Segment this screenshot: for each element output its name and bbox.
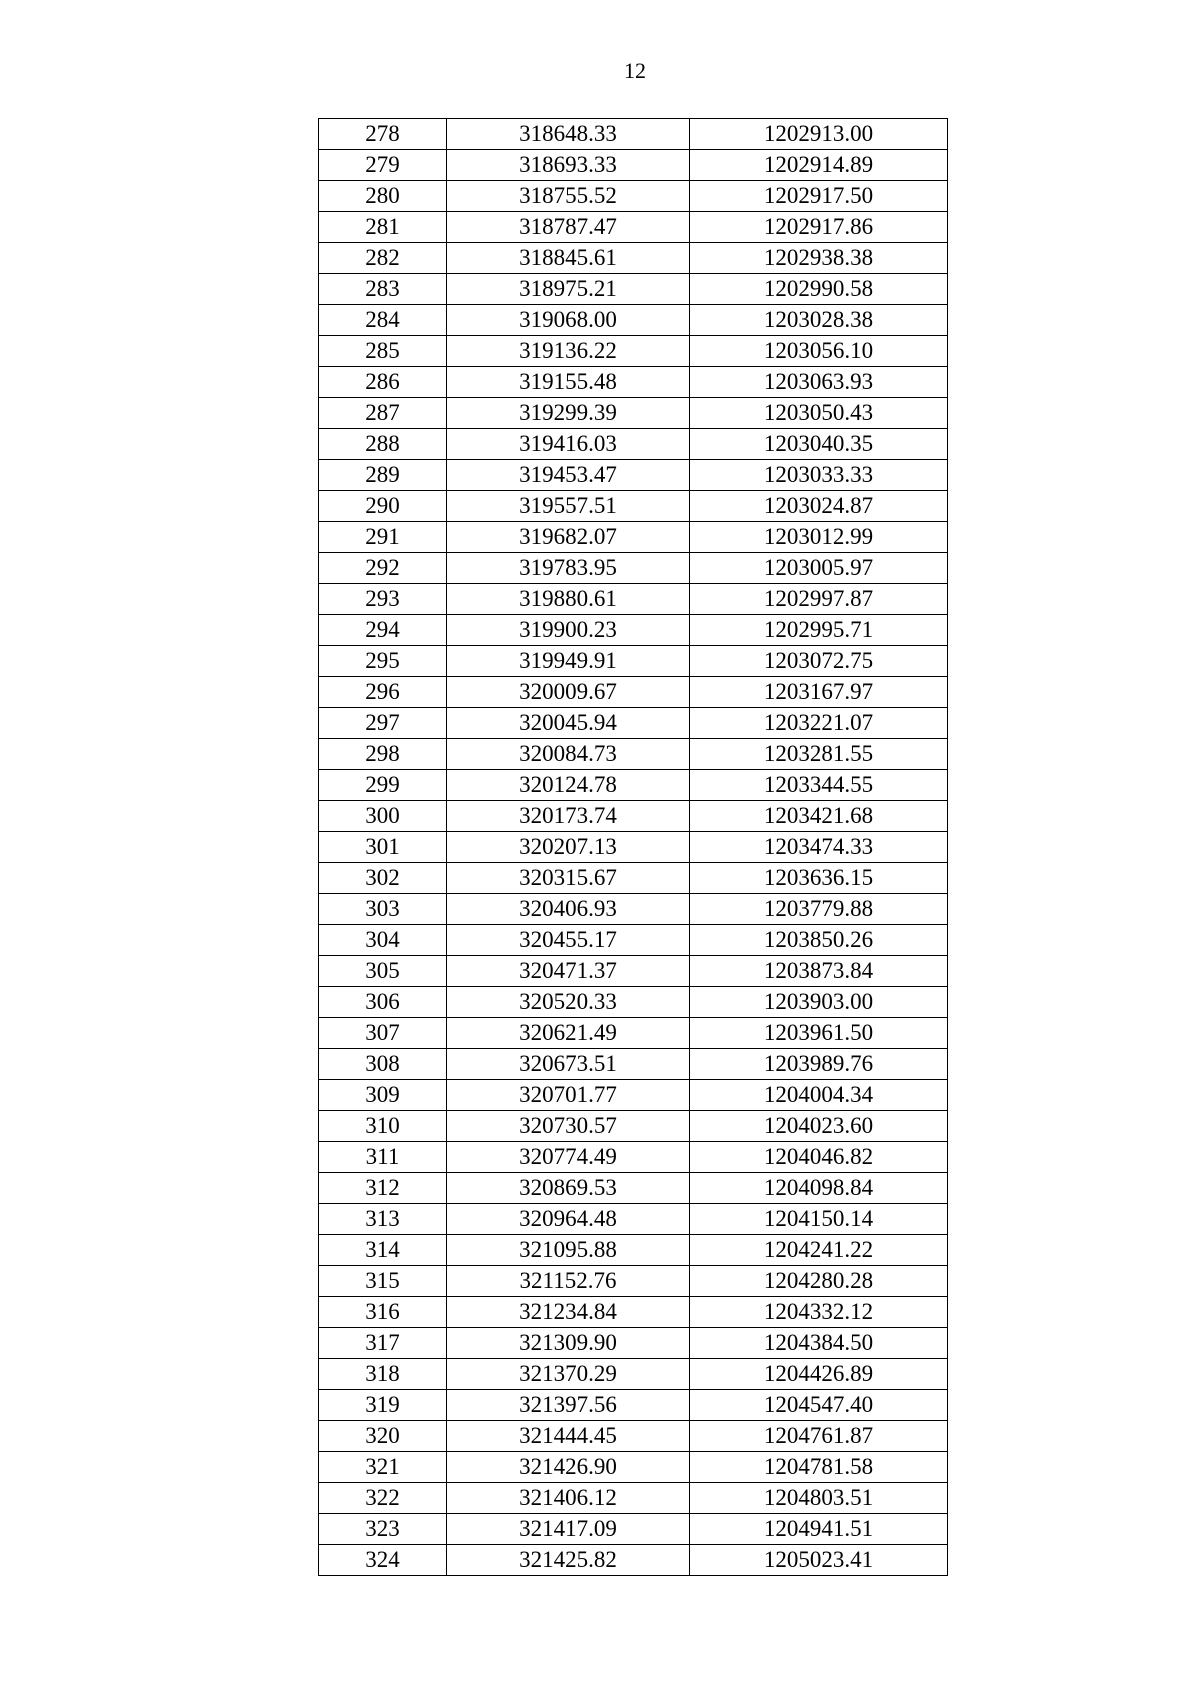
table-row [319,150,948,181]
x-coordinate-cell: 318845.61 [447,243,690,274]
table-row [319,429,948,460]
point-number-cell: 316 [319,1297,447,1328]
table-row [319,863,948,894]
point-number-cell: 321 [319,1452,447,1483]
x-coordinate-cell: 318787.47 [447,212,690,243]
table-row [319,212,948,243]
table-row [319,305,948,336]
y-coordinate-cell: 1203221.07 [690,708,948,739]
table-row [319,1545,948,1576]
y-coordinate-cell: 1203873.84 [690,956,948,987]
point-number-cell: 313 [319,1204,447,1235]
y-coordinate-cell: 1203012.99 [690,522,948,553]
point-number-cell: 299 [319,770,447,801]
table-row [319,677,948,708]
y-coordinate-cell: 1204384.50 [690,1328,948,1359]
y-coordinate-cell: 1203063.93 [690,367,948,398]
x-coordinate-cell: 320084.73 [447,739,690,770]
point-number-cell: 320 [319,1421,447,1452]
table-row [319,553,948,584]
y-coordinate-cell: 1203005.97 [690,553,948,584]
y-coordinate-cell: 1204023.60 [690,1111,948,1142]
y-coordinate-cell: 1202938.38 [690,243,948,274]
table-row [319,181,948,212]
x-coordinate-cell: 320124.78 [447,770,690,801]
x-coordinate-cell: 320520.33 [447,987,690,1018]
coordinates-table [318,118,948,1576]
y-coordinate-cell: 1204098.84 [690,1173,948,1204]
table-row [319,1328,948,1359]
point-number-cell: 319 [319,1390,447,1421]
x-coordinate-cell: 321370.29 [447,1359,690,1390]
x-coordinate-cell: 320045.94 [447,708,690,739]
point-number-cell: 295 [319,646,447,677]
table-row [319,1235,948,1266]
table-row [319,367,948,398]
x-coordinate-cell: 321425.82 [447,1545,690,1576]
point-number-cell: 310 [319,1111,447,1142]
x-coordinate-cell: 318755.52 [447,181,690,212]
y-coordinate-cell: 1203056.10 [690,336,948,367]
point-number-cell: 282 [319,243,447,274]
table-row [319,1514,948,1545]
x-coordinate-cell: 321309.90 [447,1328,690,1359]
point-number-cell: 291 [319,522,447,553]
y-coordinate-cell: 1202995.71 [690,615,948,646]
x-coordinate-cell: 321444.45 [447,1421,690,1452]
page-number: 12 [624,58,646,83]
y-coordinate-cell: 1204046.82 [690,1142,948,1173]
table-row [319,491,948,522]
y-coordinate-cell: 1203167.97 [690,677,948,708]
point-number-cell: 301 [319,832,447,863]
y-coordinate-cell: 1203072.75 [690,646,948,677]
y-coordinate-cell: 1203989.76 [690,1049,948,1080]
x-coordinate-cell: 320315.67 [447,863,690,894]
x-coordinate-cell: 320774.49 [447,1142,690,1173]
table-row [319,336,948,367]
x-coordinate-cell: 319682.07 [447,522,690,553]
table-row [319,1421,948,1452]
point-number-cell: 318 [319,1359,447,1390]
y-coordinate-cell: 1203850.26 [690,925,948,956]
table-row [319,615,948,646]
point-number-cell: 302 [319,863,447,894]
table-row [319,1359,948,1390]
table-row [319,1080,948,1111]
table-row [319,1483,948,1514]
x-coordinate-cell: 320621.49 [447,1018,690,1049]
x-coordinate-cell: 320455.17 [447,925,690,956]
x-coordinate-cell: 319900.23 [447,615,690,646]
table-row [319,1390,948,1421]
point-number-cell: 298 [319,739,447,770]
point-number-cell: 317 [319,1328,447,1359]
x-coordinate-cell: 319783.95 [447,553,690,584]
point-number-cell: 322 [319,1483,447,1514]
x-coordinate-cell: 319453.47 [447,460,690,491]
x-coordinate-cell: 321426.90 [447,1452,690,1483]
table-row [319,708,948,739]
x-coordinate-cell: 320406.93 [447,894,690,925]
y-coordinate-cell: 1203474.33 [690,832,948,863]
x-coordinate-cell: 318693.33 [447,150,690,181]
x-coordinate-cell: 319155.48 [447,367,690,398]
point-number-cell: 284 [319,305,447,336]
y-coordinate-cell: 1202917.50 [690,181,948,212]
point-number-cell: 292 [319,553,447,584]
y-coordinate-cell: 1204426.89 [690,1359,948,1390]
x-coordinate-cell: 318975.21 [447,274,690,305]
y-coordinate-cell: 1203033.33 [690,460,948,491]
x-coordinate-cell: 319557.51 [447,491,690,522]
y-coordinate-cell: 1203961.50 [690,1018,948,1049]
y-coordinate-cell: 1203779.88 [690,894,948,925]
y-coordinate-cell: 1203636.15 [690,863,948,894]
y-coordinate-cell: 1202990.58 [690,274,948,305]
table-row [319,1204,948,1235]
table-row [319,832,948,863]
table-row [319,1142,948,1173]
point-number-cell: 297 [319,708,447,739]
y-coordinate-cell: 1203421.68 [690,801,948,832]
point-number-cell: 324 [319,1545,447,1576]
point-number-cell: 285 [319,336,447,367]
x-coordinate-cell: 321417.09 [447,1514,690,1545]
point-number-cell: 315 [319,1266,447,1297]
point-number-cell: 306 [319,987,447,1018]
x-coordinate-cell: 318648.33 [447,119,690,150]
x-coordinate-cell: 319880.61 [447,584,690,615]
point-number-cell: 312 [319,1173,447,1204]
point-number-cell: 296 [319,677,447,708]
y-coordinate-cell: 1204781.58 [690,1452,948,1483]
point-number-cell: 307 [319,1018,447,1049]
y-coordinate-cell: 1203050.43 [690,398,948,429]
table-row [319,1452,948,1483]
x-coordinate-cell: 319068.00 [447,305,690,336]
table-row [319,119,948,150]
point-number-cell: 300 [319,801,447,832]
x-coordinate-cell: 321152.76 [447,1266,690,1297]
point-number-cell: 280 [319,181,447,212]
y-coordinate-cell: 1203344.55 [690,770,948,801]
point-number-cell: 311 [319,1142,447,1173]
y-coordinate-cell: 1202917.86 [690,212,948,243]
y-coordinate-cell: 1204803.51 [690,1483,948,1514]
y-coordinate-cell: 1203903.00 [690,987,948,1018]
table-row [319,1266,948,1297]
point-number-cell: 293 [319,584,447,615]
point-number-cell: 323 [319,1514,447,1545]
point-number-cell: 314 [319,1235,447,1266]
y-coordinate-cell: 1203028.38 [690,305,948,336]
x-coordinate-cell: 321397.56 [447,1390,690,1421]
y-coordinate-cell: 1203024.87 [690,491,948,522]
x-coordinate-cell: 320869.53 [447,1173,690,1204]
table-row [319,770,948,801]
point-number-cell: 304 [319,925,447,956]
table-row [319,274,948,305]
x-coordinate-cell: 320673.51 [447,1049,690,1080]
table-row [319,1173,948,1204]
y-coordinate-cell: 1203281.55 [690,739,948,770]
table-row [319,956,948,987]
x-coordinate-cell: 320964.48 [447,1204,690,1235]
point-number-cell: 289 [319,460,447,491]
x-coordinate-cell: 320730.57 [447,1111,690,1142]
y-coordinate-cell: 1204150.14 [690,1204,948,1235]
table-row [319,1018,948,1049]
y-coordinate-cell: 1203040.35 [690,429,948,460]
x-coordinate-cell: 320471.37 [447,956,690,987]
point-number-cell: 288 [319,429,447,460]
x-coordinate-cell: 320207.13 [447,832,690,863]
x-coordinate-cell: 321234.84 [447,1297,690,1328]
point-number-cell: 278 [319,119,447,150]
y-coordinate-cell: 1204280.28 [690,1266,948,1297]
point-number-cell: 287 [319,398,447,429]
point-number-cell: 303 [319,894,447,925]
coordinates-table-body [319,119,948,1576]
point-number-cell: 290 [319,491,447,522]
table-row [319,522,948,553]
point-number-cell: 308 [319,1049,447,1080]
y-coordinate-cell: 1204941.51 [690,1514,948,1545]
x-coordinate-cell: 320173.74 [447,801,690,832]
table-row [319,1297,948,1328]
table-row [319,1049,948,1080]
point-number-cell: 305 [319,956,447,987]
y-coordinate-cell: 1204332.12 [690,1297,948,1328]
table-row [319,739,948,770]
x-coordinate-cell: 319136.22 [447,336,690,367]
table-row [319,894,948,925]
point-number-cell: 309 [319,1080,447,1111]
y-coordinate-cell: 1204547.40 [690,1390,948,1421]
y-coordinate-cell: 1204241.22 [690,1235,948,1266]
x-coordinate-cell: 320009.67 [447,677,690,708]
y-coordinate-cell: 1202913.00 [690,119,948,150]
y-coordinate-cell: 1204004.34 [690,1080,948,1111]
x-coordinate-cell: 319416.03 [447,429,690,460]
y-coordinate-cell: 1202997.87 [690,584,948,615]
table-row [319,460,948,491]
y-coordinate-cell: 1204761.87 [690,1421,948,1452]
point-number-cell: 283 [319,274,447,305]
table-row [319,646,948,677]
table-row [319,1111,948,1142]
x-coordinate-cell: 321406.12 [447,1483,690,1514]
point-number-cell: 279 [319,150,447,181]
y-coordinate-cell: 1202914.89 [690,150,948,181]
table-row [319,584,948,615]
x-coordinate-cell: 320701.77 [447,1080,690,1111]
table-row [319,243,948,274]
table-row [319,801,948,832]
point-number-cell: 286 [319,367,447,398]
y-coordinate-cell: 1205023.41 [690,1545,948,1576]
table-row [319,925,948,956]
point-number-cell: 281 [319,212,447,243]
table-row [319,987,948,1018]
point-number-cell: 294 [319,615,447,646]
x-coordinate-cell: 319949.91 [447,646,690,677]
x-coordinate-cell: 319299.39 [447,398,690,429]
x-coordinate-cell: 321095.88 [447,1235,690,1266]
table-row [319,398,948,429]
